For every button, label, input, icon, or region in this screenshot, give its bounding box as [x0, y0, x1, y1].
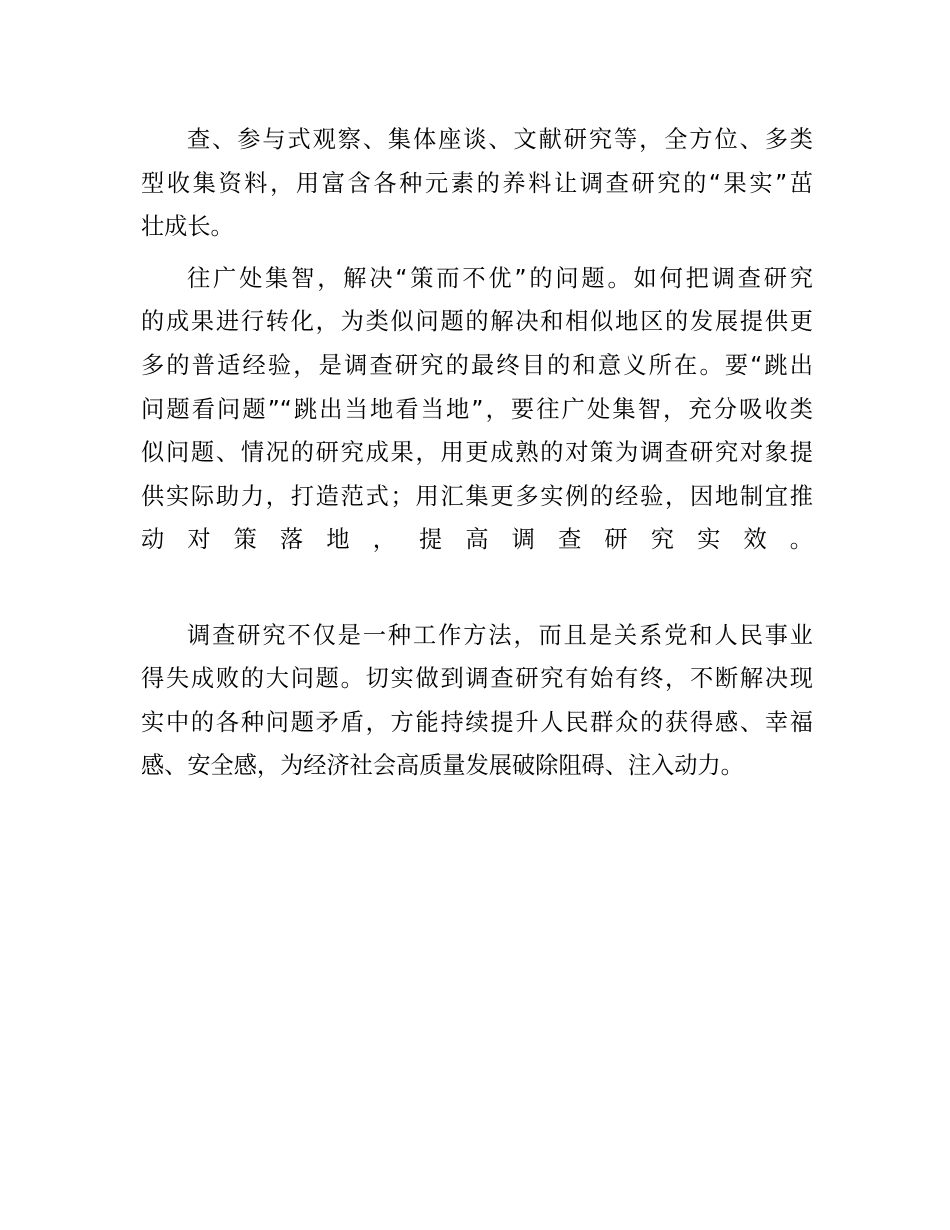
- text-line: 实中的各种问题矛盾，方能持续提升人民群众的获得感、幸福: [141, 708, 813, 736]
- paragraph-spacer: [141, 606, 813, 614]
- text-line: 供实际助力，打造范式；用汇集更多实例的经验，因地制宜推: [141, 482, 813, 510]
- paragraph-spacer: [141, 249, 813, 257]
- document-body: [141, 118, 813, 788]
- paragraph-1: [141, 118, 813, 249]
- text-line: [141, 562, 813, 606]
- text-line: 多的普适经验，是调查研究的最终目的和意义所在。要“跳出: [141, 351, 813, 379]
- text-line: 查、参与式观察、集体座谈、文献研究等，全方位、多类: [187, 126, 813, 153]
- paragraph-3: [141, 614, 813, 788]
- text-line: 似问题、情况的研究成果，用更成熟的对策为调查研究对象提: [141, 439, 813, 467]
- text-line: 问题看问题”“跳出当地看当地”，要往广处集智，充分吸收类: [141, 395, 813, 423]
- text-line: 的成果进行转化，为类似问题的解决和相似地区的发展提供更: [141, 308, 813, 336]
- paragraph-2: [141, 257, 813, 606]
- text-line: 感、安全感，为经济社会高质量发展破除阻碍、注入动力。: [141, 752, 744, 780]
- text-line: 得失成败的大问题。切实做到调查研究有始有终，不断解决现: [141, 665, 813, 693]
- text-line: 动对策落地，提高调查研究实效。: [141, 526, 813, 554]
- text-line: 壮成长。: [141, 213, 234, 241]
- text-line: 调查研究不仅是一种工作方法，而且是关系党和人民事业: [187, 621, 813, 649]
- text-line: 型收集资料，用富含各种元素的养料让调查研究的“果实”茁: [141, 169, 813, 197]
- text-line: 往广处集智，解决“策而不优”的问题。如何把调查研究: [187, 264, 813, 292]
